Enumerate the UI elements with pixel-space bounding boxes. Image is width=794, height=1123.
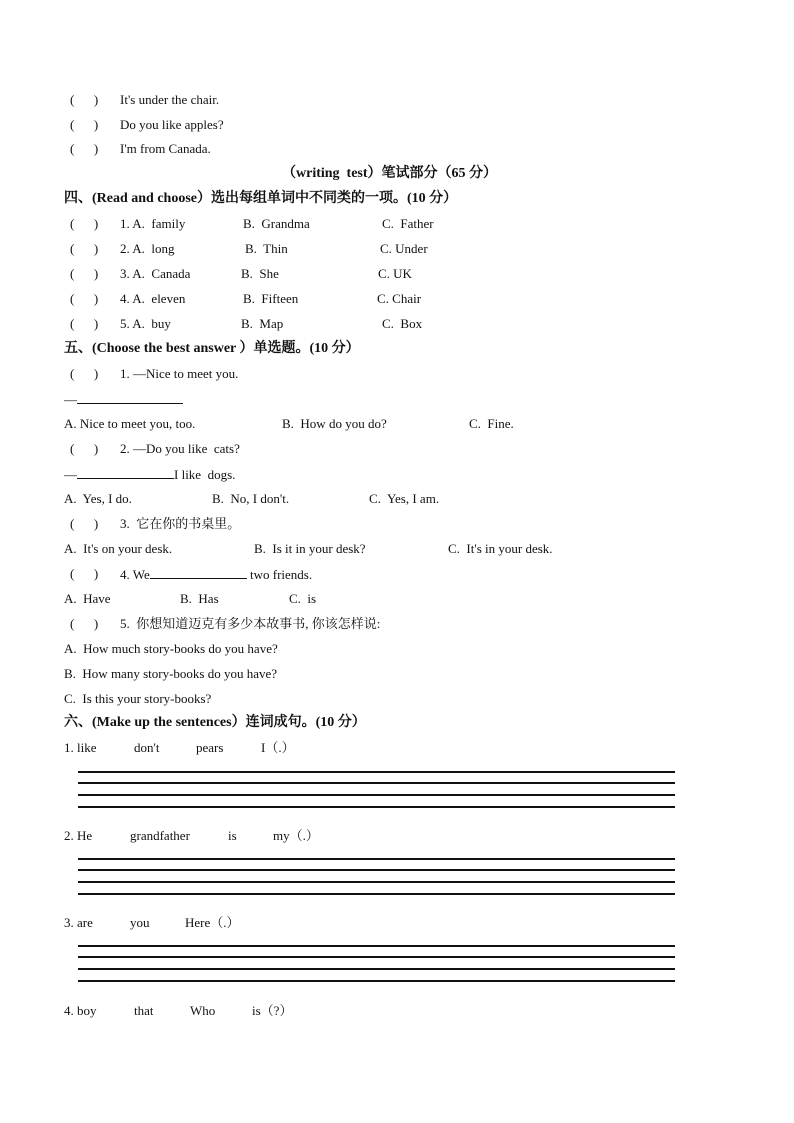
word-2: grandfather xyxy=(130,828,190,843)
option-b: B. Thin xyxy=(245,241,288,256)
word-1: 1. like xyxy=(64,740,97,755)
question-text: 1. —Nice to meet you. xyxy=(120,366,239,381)
option-a: A. It's on your desk. xyxy=(64,541,173,556)
option-c: C. It's in your desk. xyxy=(448,541,553,556)
option-a: 3. A. Canada xyxy=(120,266,191,281)
option-a: A. How much story-books do you have? xyxy=(64,641,278,656)
option-a: A. Yes, I do. xyxy=(64,491,132,506)
section6-title: 六、(Make up the sentences）连词成句。(10 分） xyxy=(64,715,366,730)
option-a: 1. A. family xyxy=(120,216,186,231)
option-b: B. Has xyxy=(180,591,219,606)
dash: — xyxy=(64,467,77,482)
paren-blank[interactable]: ( ) xyxy=(70,316,99,331)
paren-blank[interactable]: ( ) xyxy=(70,441,99,456)
writing-test-header: （writing test）笔试部分（65 分） xyxy=(282,166,498,181)
option-a: A. Have xyxy=(64,591,111,606)
paren-blank[interactable]: ( ) xyxy=(70,616,99,631)
answer-tail: I like dogs. xyxy=(174,467,236,482)
word-4: is（?） xyxy=(252,1003,293,1018)
option-b: B. Is it in your desk? xyxy=(254,541,366,556)
option-c: C. Under xyxy=(380,241,428,256)
option-c: C. UK xyxy=(378,266,412,281)
answer-line[interactable] xyxy=(64,466,235,483)
question-text xyxy=(120,566,312,583)
option-a: 2. A. long xyxy=(120,241,175,256)
word-2: you xyxy=(130,915,150,930)
question-text: 3. 它在你的书桌里。 xyxy=(120,516,241,531)
fill-blank[interactable] xyxy=(77,391,183,404)
option-a: A. Nice to meet you, too. xyxy=(64,416,196,431)
word-3: is xyxy=(228,828,237,843)
word-1: 3. are xyxy=(64,915,93,930)
option-b: B. Fifteen xyxy=(243,291,299,306)
listening-item: It's under the chair. xyxy=(120,92,220,107)
option-c: C. Fine. xyxy=(469,416,514,431)
word-1: 2. He xyxy=(64,828,93,843)
option-b: B. Grandma xyxy=(243,216,310,231)
writing-lines[interactable] xyxy=(78,858,675,898)
option-c: C. Yes, I am. xyxy=(369,491,440,506)
option-c: C. Is this your story-books? xyxy=(64,691,212,706)
paren-blank[interactable]: ( ) xyxy=(70,241,99,256)
listening-item: Do you like apples? xyxy=(120,117,224,132)
question-text: 5. 你想知道迈克有多少本故事书, 你该怎样说: xyxy=(120,616,381,631)
paren-blank[interactable]: ( ) xyxy=(70,266,99,281)
paren-blank[interactable]: ( ) xyxy=(70,566,99,581)
writing-lines[interactable] xyxy=(78,945,675,985)
question-text: 2. —Do you like cats? xyxy=(120,441,240,456)
listening-item: I'm from Canada. xyxy=(120,141,211,156)
question-text-start: 4. We xyxy=(120,567,150,582)
paren-blank[interactable]: ( ) xyxy=(70,291,99,306)
dash: — xyxy=(64,392,77,407)
option-c: C. is xyxy=(289,591,317,606)
word-4: I（.） xyxy=(261,740,295,755)
option-a: 5. A. buy xyxy=(120,316,171,331)
option-a: 4. A. eleven xyxy=(120,291,186,306)
section5-title: 五、(Choose the best answer ）单选题。(10 分） xyxy=(64,341,360,356)
word-2: that xyxy=(134,1003,154,1018)
option-b: B. No, I don't. xyxy=(212,491,290,506)
paren-blank[interactable]: ( ) xyxy=(70,117,99,132)
answer-line[interactable] xyxy=(64,391,183,408)
paren-blank[interactable]: ( ) xyxy=(70,92,99,107)
word-2: don't xyxy=(134,740,160,755)
writing-lines[interactable] xyxy=(78,771,675,811)
option-c: C. Chair xyxy=(377,291,422,306)
paren-blank[interactable]: ( ) xyxy=(70,141,99,156)
word-3: Here（.） xyxy=(185,915,240,930)
option-b: B. Map xyxy=(241,316,284,331)
option-b: B. How do you do? xyxy=(282,416,387,431)
paren-blank[interactable]: ( ) xyxy=(70,516,99,531)
word-3: pears xyxy=(196,740,224,755)
fill-blank[interactable] xyxy=(77,466,174,479)
fill-blank[interactable] xyxy=(150,566,247,579)
option-c: C. Box xyxy=(382,316,423,331)
question-text-end: two friends. xyxy=(246,567,313,582)
word-1: 4. boy xyxy=(64,1003,97,1018)
word-3: Who xyxy=(190,1003,216,1018)
option-b: B. How many story-books do you have? xyxy=(64,666,278,681)
section4-title: 四、(Read and choose）选出每组单词中不同类的一项。(10 分） xyxy=(64,191,458,206)
option-b: B. She xyxy=(241,266,279,281)
paren-blank[interactable]: ( ) xyxy=(70,366,99,381)
paren-blank[interactable]: ( ) xyxy=(70,216,99,231)
option-c: C. Father xyxy=(382,216,434,231)
word-4: my（.） xyxy=(273,828,319,843)
